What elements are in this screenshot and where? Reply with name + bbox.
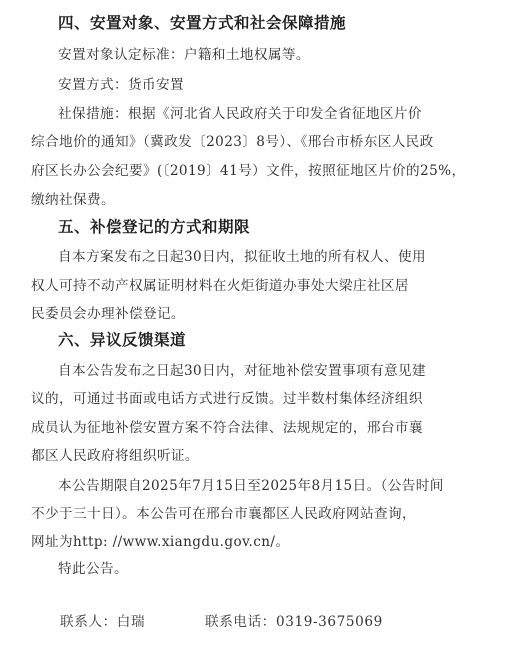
contact-phone: 联系电话：0319-3675069 bbox=[205, 614, 383, 630]
paragraph-line: 不少于三十日）。本公告可在邢台市襄都区人民政府网站查询， bbox=[31, 506, 417, 522]
contact-person: 联系人：白瑞 bbox=[60, 614, 146, 630]
closing-text: 特此公告。 bbox=[58, 561, 128, 577]
paragraph-line: 都区人民政府将组织听证。 bbox=[31, 448, 199, 464]
paragraph-line: 缴纳社保费。 bbox=[31, 192, 115, 208]
paragraph-line: 本公告期限自2025年7月15日至2025年8月15日。（公告时间 bbox=[58, 478, 444, 494]
section-heading-feedback: 六、异议反馈渠道 bbox=[58, 331, 187, 349]
paragraph-line: 安置对象认定标准：户籍和土地权属等。 bbox=[58, 47, 310, 63]
section-heading-registration: 五、补偿登记的方式和期限 bbox=[58, 218, 251, 236]
paragraph-line: 议的，可通过书面或电话方式进行反馈。过半数村集体经济组织 bbox=[31, 391, 423, 407]
paragraph-line: 民委员会办理补偿登记。 bbox=[31, 306, 185, 322]
paragraph-line: 网址为http: //www.xiangdu.gov.cn/。 bbox=[31, 534, 290, 550]
paragraph-line: 社保措施：根据《河北省人民政府关于印发全省征地区片价 bbox=[58, 106, 422, 122]
paragraph-line: 府区长办公会纪要》(〔2019〕41号）文件，按照征地区片价的25%， bbox=[31, 163, 466, 179]
paragraph-line: 综合地价的通知》（冀政发〔2023〕8号）、《邢台市桥东区人民政 bbox=[31, 134, 434, 150]
paragraph-line: 自本方案发布之日起30日内，拟征收土地的所有权人、使用 bbox=[58, 249, 426, 265]
paragraph-line: 安置方式：货币安置 bbox=[58, 77, 184, 93]
section-heading-resettlement: 四、安置对象、安置方式和社会保障措施 bbox=[58, 14, 347, 32]
paragraph-line: 权人可持不动产权属证明材料在火炬街道办事处大梁庄社区居 bbox=[31, 278, 409, 294]
paragraph-line: 成员认为征地补偿安置方案不符合法律、法规规定的，邢台市襄 bbox=[31, 420, 423, 436]
paragraph-line: 自本公告发布之日起30日内，对征地补偿安置事项有意见建 bbox=[58, 363, 426, 379]
